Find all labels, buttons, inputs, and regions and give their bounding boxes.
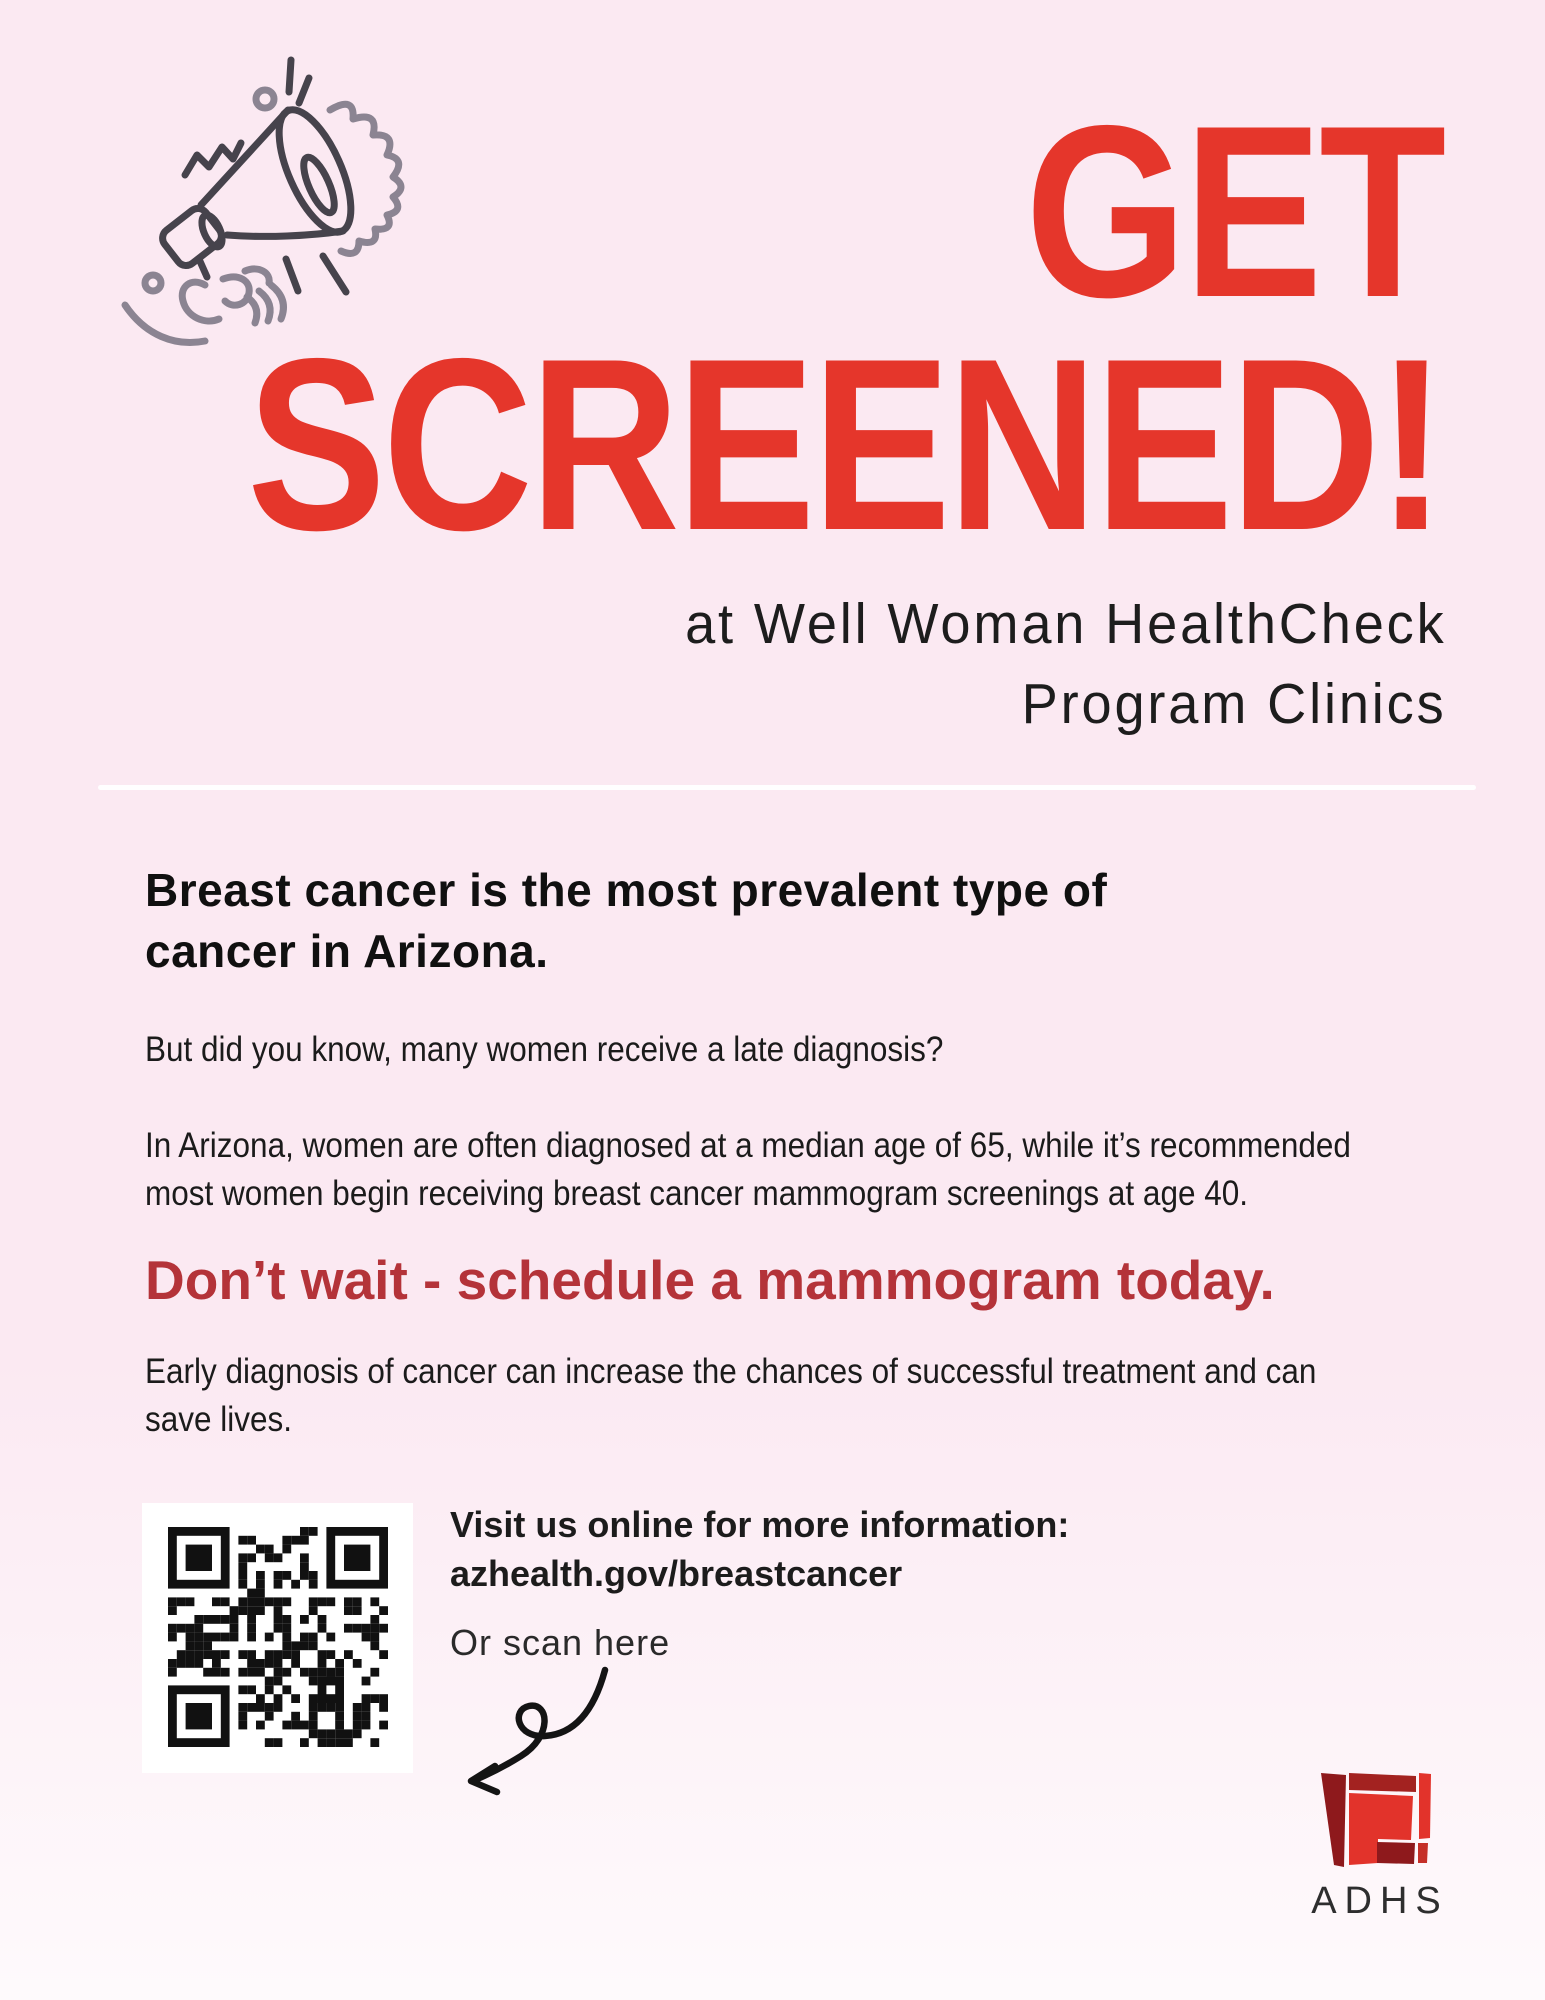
adhs-logo-mark-icon xyxy=(1319,1770,1434,1870)
paragraph-early-diagnosis-line-2: save lives. xyxy=(145,1400,293,1439)
info-link: azhealth.gov/breastcancer xyxy=(450,1553,903,1594)
paragraph-median-age-line-2: most women begin receiving breast cancer mammogram screenings at age 40. xyxy=(145,1174,1249,1213)
scan-label: Or scan here xyxy=(450,1622,671,1663)
adhs-logo xyxy=(1300,1770,1452,1923)
paragraph-early-diagnosis xyxy=(145,1348,1316,1444)
subtitle-line-2: Program Clinics xyxy=(1022,672,1447,736)
info-line-1: Visit us online for more information: xyxy=(450,1504,1070,1545)
heading-line-2: cancer in Arizona. xyxy=(145,925,549,977)
title-line-2: SCREENED! xyxy=(247,307,1443,581)
adhs-logo-text: ADHS xyxy=(1311,1880,1449,1922)
poster-subtitle xyxy=(686,584,1447,744)
heading-line-1: Breast cancer is the most prevalent type of xyxy=(145,864,1108,916)
subtitle-line-1: at Well Woman HealthCheck xyxy=(685,592,1447,656)
paragraph-median-age-line-1: In Arizona, women are often diagnosed at a median age of 65, while it’s recommended xyxy=(145,1126,1351,1165)
paragraph-early-diagnosis-line-1: Early diagnosis of cancer can increase the chances of successful treatment and can xyxy=(145,1352,1317,1391)
divider-line xyxy=(98,785,1476,790)
qr-code xyxy=(142,1503,413,1773)
cta-heading: Don’t wait - schedule a mammogram today. xyxy=(145,1249,1275,1311)
section-heading xyxy=(145,860,1107,982)
paragraph-late-diagnosis: But did you know, many women receive a late diagnosis? xyxy=(145,1030,944,1069)
title-line-1: GET xyxy=(1025,74,1443,348)
paragraph-median-age xyxy=(145,1122,1351,1218)
info-text xyxy=(450,1500,1069,1598)
poster-title xyxy=(247,74,1443,581)
curved-arrow-icon xyxy=(445,1662,625,1802)
